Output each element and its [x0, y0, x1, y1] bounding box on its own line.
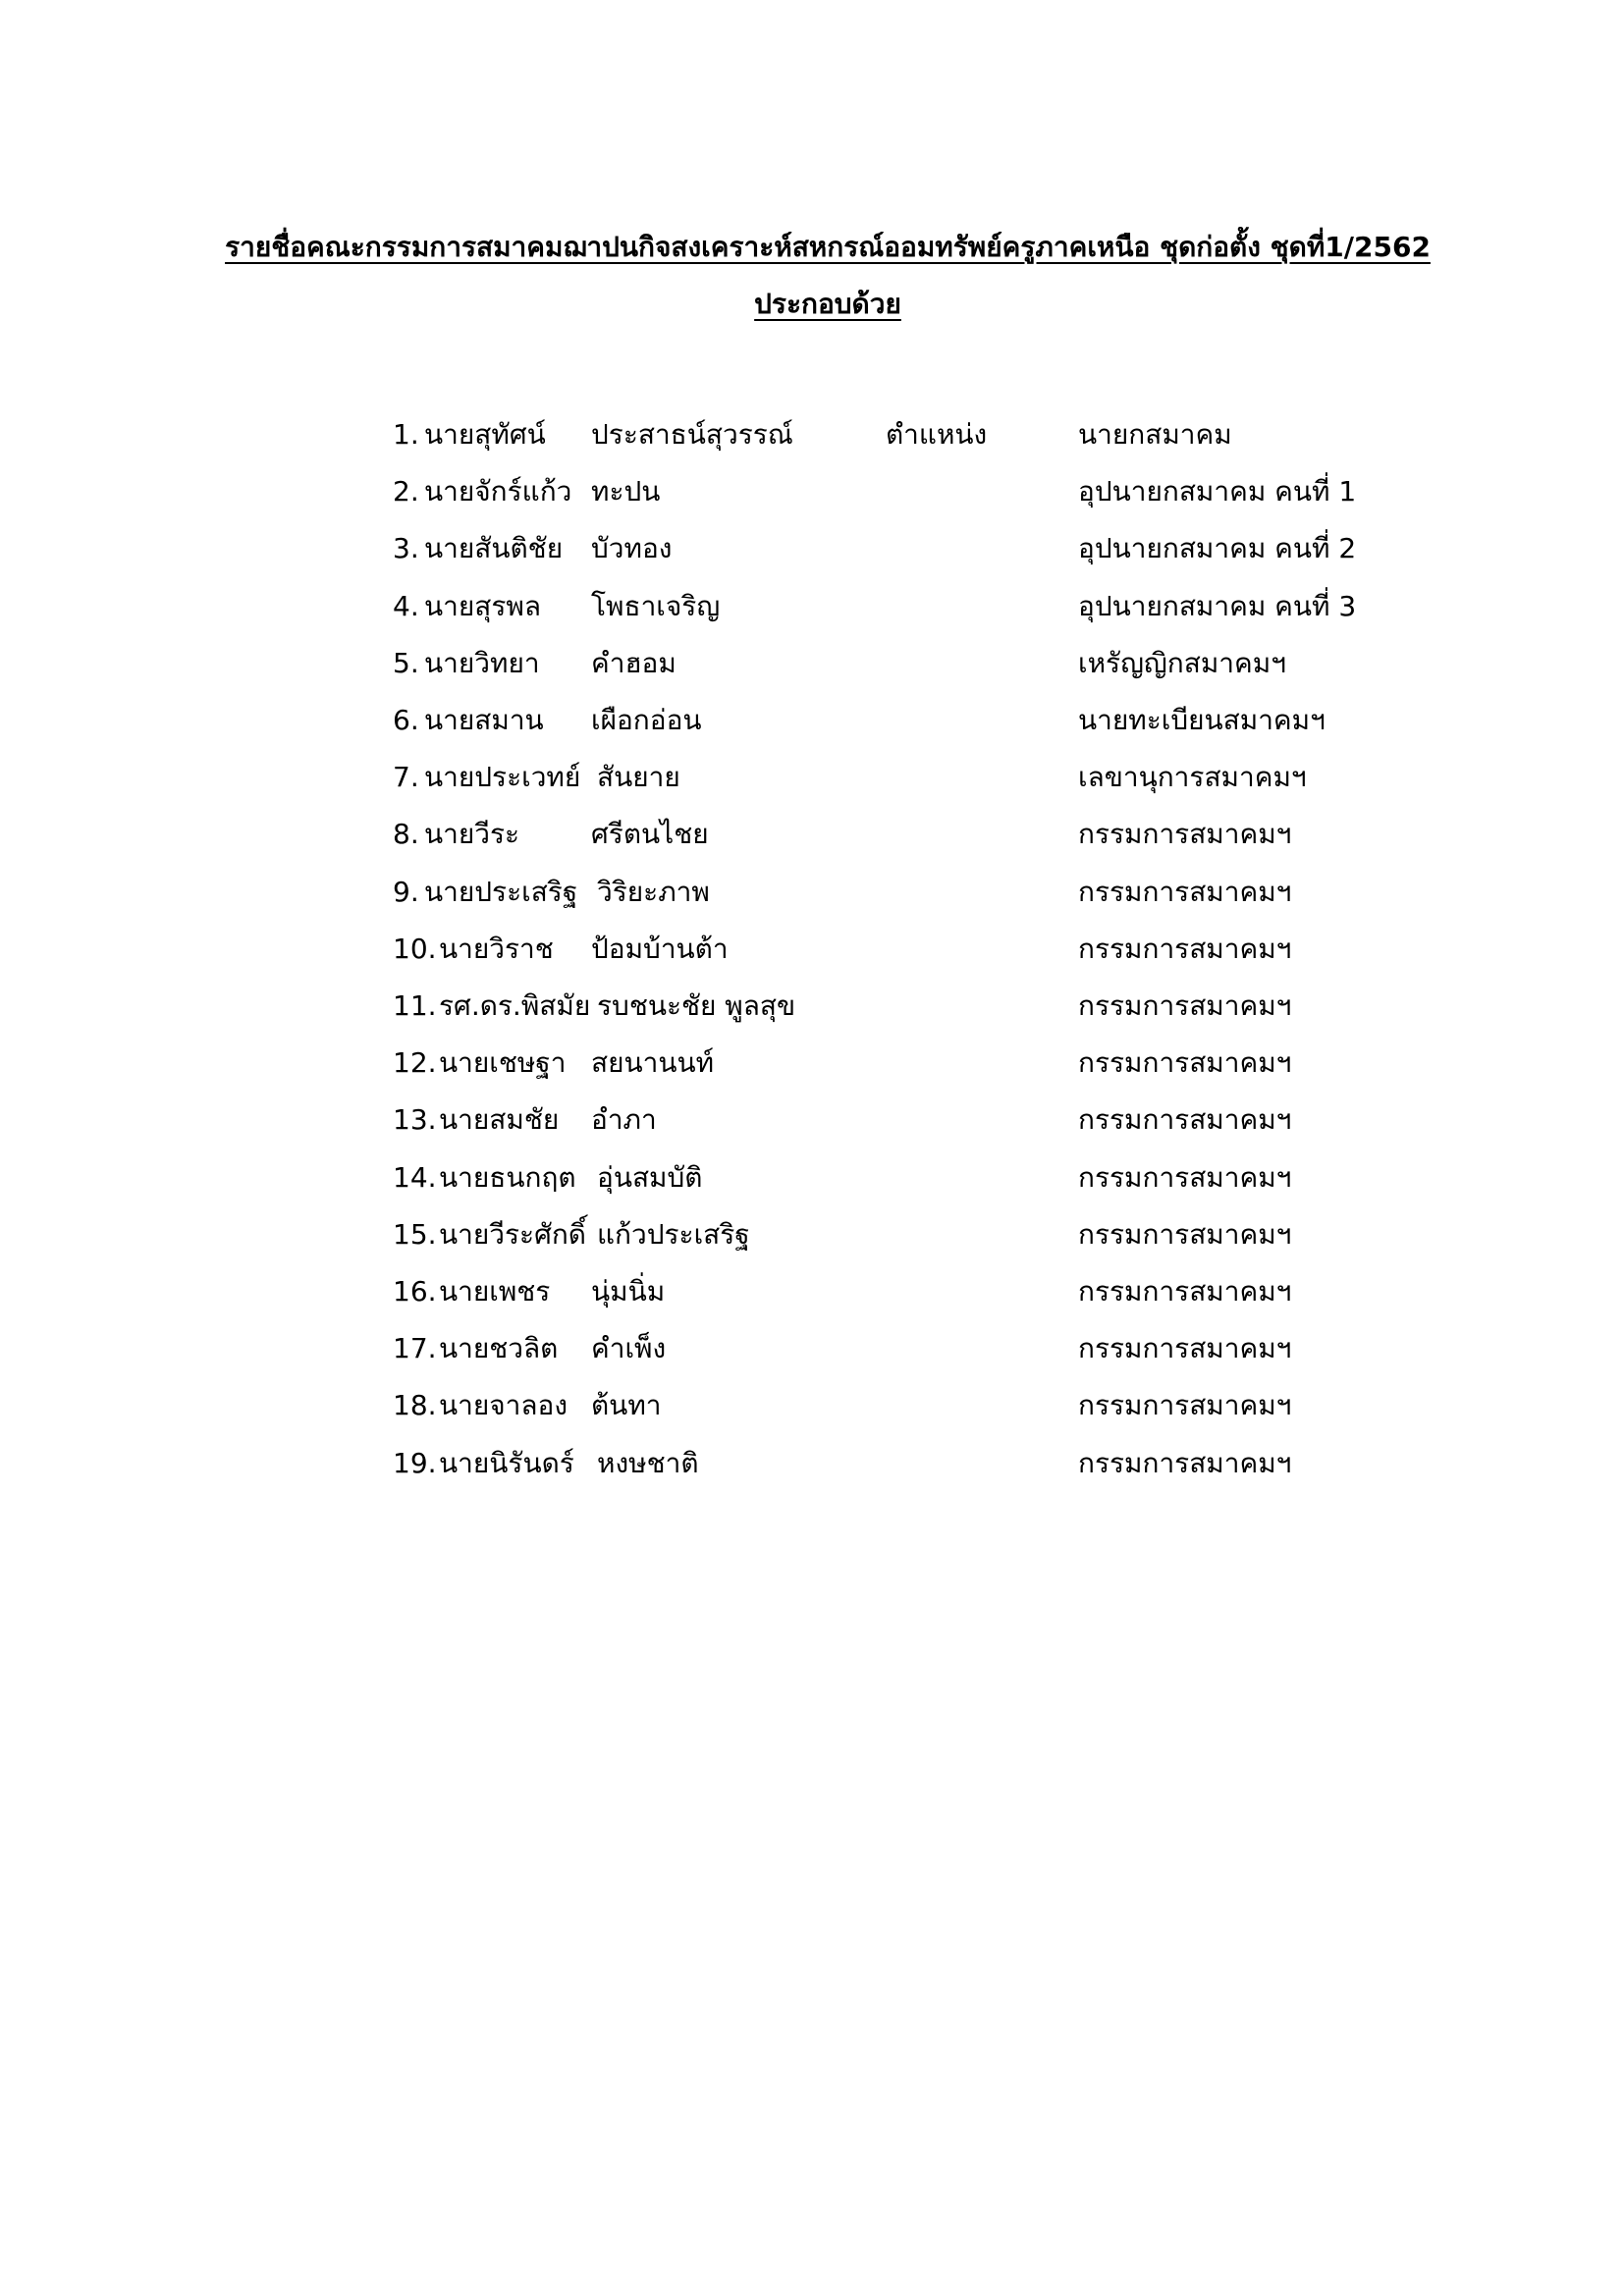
list-item — [0, 578, 1624, 635]
member-surname: นุ่มนิ่ม — [591, 1275, 666, 1308]
member-number: 12. — [393, 1046, 437, 1080]
member-name: นายสมชัย — [439, 1103, 560, 1137]
member-name: นายจักร์แก้ว — [424, 475, 572, 508]
member-name: นายสมาน — [424, 704, 544, 736]
member-surname: แก้วประเสริฐ — [597, 1217, 750, 1251]
position-column-label: ตำแหน่ง — [886, 418, 988, 451]
member-surname: เผือกอ่อน — [591, 704, 702, 736]
member-number: 15. — [393, 1217, 437, 1251]
member-name: นายวิทยา — [424, 646, 540, 679]
member-number: 3. — [393, 532, 419, 565]
member-position: อุปนายกสมาคม คนที่ 2 — [1078, 532, 1357, 565]
member-position: เลขานุการสมาคมฯ — [1078, 761, 1307, 794]
list-item — [0, 635, 1624, 692]
member-number: 7. — [393, 761, 419, 794]
member-name: นายเชษฐา — [439, 1046, 567, 1080]
list-item — [0, 1149, 1624, 1206]
member-name: นายนิรันดร์ — [439, 1446, 574, 1479]
member-number: 8. — [393, 818, 419, 851]
member-number: 2. — [393, 475, 419, 508]
list-item — [0, 1377, 1624, 1434]
list-item — [0, 1092, 1624, 1148]
member-surname: คำเพ็ง — [591, 1332, 667, 1365]
member-number: 1. — [393, 418, 419, 451]
document-title: รายชื่อคณะกรรมการสมาคมฌาปนกิจสงเคราะห์สหกรณ์ออมทรัพย์ครูภาคเหนือ ชุดก่อตั้ง ชุดที่1/2562 — [225, 231, 1431, 263]
member-name: นายชวลิต — [439, 1332, 559, 1365]
member-name: นายสุรพล — [424, 589, 542, 622]
member-position: กรรมการสมาคมฯ — [1078, 1389, 1292, 1422]
member-name: นายสุทัศน์ — [424, 418, 546, 451]
member-position: กรรมการสมาคมฯ — [1078, 1046, 1292, 1080]
member-number: 14. — [393, 1160, 437, 1194]
member-position: กรรมการสมาคมฯ — [1078, 1275, 1292, 1308]
member-position: กรรมการสมาคมฯ — [1078, 875, 1292, 908]
list-item — [0, 864, 1624, 921]
member-surname: ต้นทา — [591, 1389, 662, 1422]
list-item — [0, 692, 1624, 749]
member-name: นายเพชร — [439, 1275, 551, 1308]
member-number: 18. — [393, 1389, 437, 1422]
member-position: กรรมการสมาคมฯ — [1078, 1446, 1292, 1479]
list-item — [0, 1320, 1624, 1377]
list-item — [0, 978, 1624, 1035]
member-name: นายประเสริฐ — [424, 875, 578, 908]
member-surname: ประสาธน์สุวรรณ์ — [591, 418, 793, 451]
member-number: 13. — [393, 1103, 437, 1137]
member-number: 9. — [393, 875, 419, 908]
list-item — [0, 1435, 1624, 1492]
member-name: นายวีระศักดิ์ — [439, 1217, 586, 1251]
list-item — [0, 520, 1624, 577]
list-item — [0, 463, 1624, 520]
member-number: 16. — [393, 1275, 437, 1308]
member-position: นายกสมาคม — [1078, 418, 1232, 451]
member-position: กรรมการสมาคมฯ — [1078, 1332, 1292, 1365]
member-name: นายสันติชัย — [424, 532, 564, 565]
member-name: รศ.ดร.พิสมัย — [439, 989, 591, 1022]
member-position: กรรมการสมาคมฯ — [1078, 1160, 1292, 1194]
member-number: 4. — [393, 589, 419, 622]
member-name: นายวิราช — [439, 932, 554, 965]
list-item — [0, 406, 1624, 463]
member-name: นายประเวทย์ — [424, 761, 581, 794]
member-name: นายจาลอง — [439, 1389, 568, 1422]
member-number: 10. — [393, 932, 437, 965]
member-number: 11. — [393, 989, 437, 1022]
member-position: เหรัญญิกสมาคมฯ — [1078, 646, 1286, 679]
member-position: อุปนายกสมาคม คนที่ 3 — [1078, 589, 1357, 622]
member-surname: รบชนะชัย พูลสุข — [597, 989, 796, 1022]
member-number: 17. — [393, 1332, 437, 1365]
member-surname: วิริยะภาพ — [597, 875, 710, 908]
member-surname: ป้อมบ้านต้า — [591, 932, 729, 965]
list-item — [0, 749, 1624, 806]
member-number: 19. — [393, 1446, 437, 1479]
member-surname: อำภา — [591, 1103, 657, 1137]
document-subtitle: ประกอบด้วย — [754, 288, 901, 320]
member-position: กรรมการสมาคมฯ — [1078, 1217, 1292, 1251]
member-number: 6. — [393, 704, 419, 736]
list-item — [0, 921, 1624, 978]
member-position: กรรมการสมาคมฯ — [1078, 818, 1292, 851]
list-item — [0, 1263, 1624, 1320]
list-item — [0, 1035, 1624, 1092]
list-item — [0, 806, 1624, 863]
member-surname: ศรีตนไชย — [591, 818, 709, 851]
member-number: 5. — [393, 646, 419, 679]
list-item — [0, 1206, 1624, 1263]
member-position: อุปนายกสมาคม คนที่ 1 — [1078, 475, 1357, 508]
member-surname: สยนานนท์ — [591, 1046, 715, 1080]
member-position: กรรมการสมาคมฯ — [1078, 989, 1292, 1022]
member-surname: หงษชาติ — [597, 1446, 699, 1479]
member-name: นายธนกฤต — [439, 1160, 576, 1194]
member-surname: บัวทอง — [591, 532, 673, 565]
member-position: กรรมการสมาคมฯ — [1078, 1103, 1292, 1137]
member-surname: โพธาเจริญ — [591, 589, 721, 622]
member-position: กรรมการสมาคมฯ — [1078, 932, 1292, 965]
member-name: นายวีระ — [424, 818, 520, 851]
member-surname: คำฮอม — [591, 646, 677, 679]
member-position: นายทะเบียนสมาคมฯ — [1078, 704, 1326, 736]
member-surname: ทะปน — [591, 475, 661, 508]
member-surname: อุ่นสมบัติ — [597, 1160, 703, 1194]
member-surname: สันยาย — [597, 761, 680, 794]
